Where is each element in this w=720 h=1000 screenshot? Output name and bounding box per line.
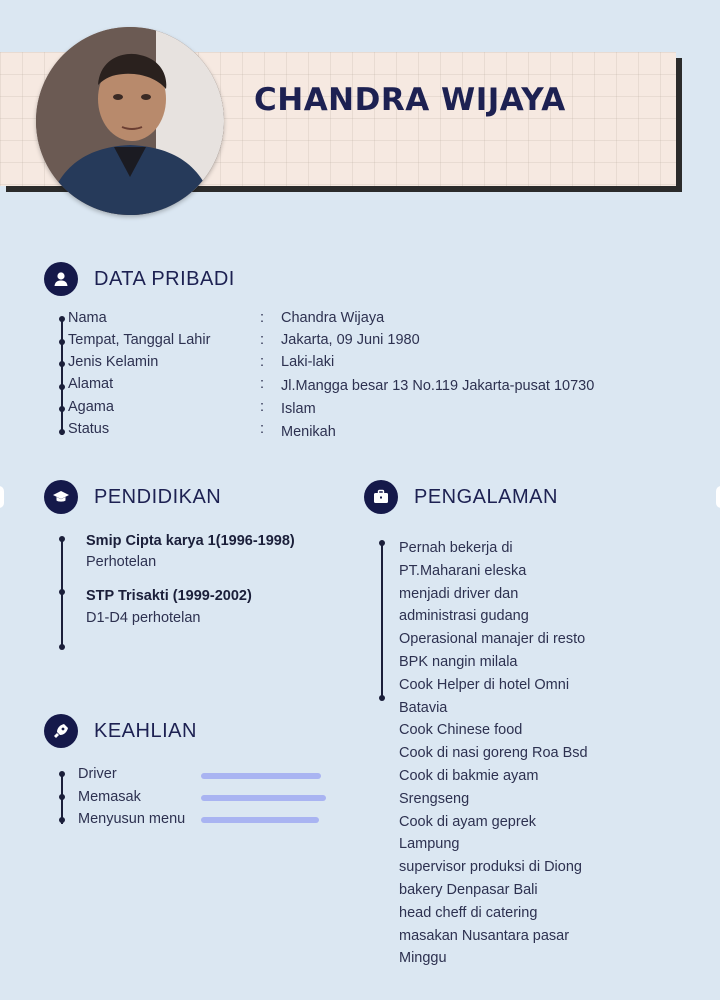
timeline-dot [59, 406, 65, 412]
education-major: Perhotelan [86, 554, 157, 570]
experience-line: menjadi driver dan [399, 585, 519, 602]
person-name: CHANDRA WIJAYA [254, 82, 566, 118]
experience-line: masakan Nusantara pasar [399, 927, 570, 944]
field-separator: : [260, 332, 265, 348]
field-value: Laki-laki [281, 354, 335, 370]
section-data-pribadi [44, 262, 235, 296]
field-separator: : [260, 376, 265, 392]
experience-line: Lampung [399, 836, 460, 853]
pengalaman-timeline [381, 542, 383, 698]
left-edge-marker [0, 486, 4, 508]
field-label: Tempat, Tanggal Lahir [68, 332, 211, 348]
field-value: Chandra Wijaya [281, 310, 385, 326]
timeline-dot [379, 540, 385, 546]
skill-name: Memasak [78, 789, 141, 805]
data-pribadi-timeline [61, 317, 63, 435]
pendidikan-title: PENDIDIKAN [94, 485, 222, 508]
data-pribadi-title: DATA PRIBADI [94, 267, 235, 290]
education-school: STP Trisakti (1999-2002) [86, 588, 252, 604]
timeline-dot [59, 536, 65, 542]
experience-line: Cook Helper di hotel Omni [399, 676, 570, 693]
skill-name: Menyusun menu [78, 811, 186, 827]
experience-line: Minggu [399, 950, 447, 967]
experience-line: Pernah bekerja di [399, 540, 513, 556]
briefcase-icon [364, 480, 398, 514]
timeline-dot [59, 361, 65, 367]
timeline-dot [59, 429, 65, 435]
experience-line: Cook di nasi goreng Roa Bsd [399, 745, 588, 762]
experience-line: bakery Denpasar Bali [399, 882, 538, 898]
timeline-dot [59, 589, 65, 595]
field-value: Jakarta, 09 Juni 1980 [281, 332, 420, 348]
skill-bar [201, 773, 321, 779]
timeline-dot [59, 339, 65, 345]
skill-bar [201, 817, 319, 823]
timeline-dot [59, 817, 65, 823]
skill-name: Driver [78, 766, 117, 782]
field-label: Status [68, 421, 110, 437]
field-separator: : [260, 421, 265, 437]
field-label: Agama [68, 399, 114, 415]
experience-line: Cook di bakmie ayam [399, 768, 539, 784]
experience-line: supervisor produksi di Diong [399, 859, 582, 876]
skill-bar [201, 795, 326, 801]
experience-line: head cheff di catering [399, 904, 538, 921]
field-value: Menikah [281, 424, 336, 440]
graduation-cap-icon [44, 480, 78, 514]
experience-line: Cook Chinese food [399, 722, 523, 739]
experience-line: Operasional manajer di resto [399, 631, 586, 648]
field-separator: : [260, 354, 265, 370]
field-value: Jl.Mangga besar 13 No.119 Jakarta-pusat 10730 [281, 378, 595, 394]
keahlian-title: KEAHLIAN [94, 719, 197, 742]
user-icon [44, 262, 78, 296]
experience-line: Cook di ayam geprek [399, 813, 537, 830]
profile-photo [36, 27, 224, 215]
section-pendidikan [44, 480, 221, 514]
education-school: Smip Cipta karya 1(1996-1998) [86, 533, 295, 549]
field-label: Jenis Kelamin [68, 354, 159, 370]
field-separator: : [260, 399, 265, 415]
experience-line: administrasi gudang [399, 608, 529, 625]
section-keahlian [44, 714, 197, 748]
field-value: Islam [281, 401, 316, 417]
timeline-dot [59, 794, 65, 800]
field-label: Alamat [68, 376, 114, 392]
education-major: D1-D4 perhotelan [86, 610, 201, 626]
experience-line: PT.Maharani eleska [399, 562, 527, 579]
timeline-dot [59, 771, 65, 777]
rocket-icon [44, 714, 78, 748]
field-label: Nama [68, 310, 107, 326]
right-edge-marker [716, 486, 720, 508]
experience-line: BPK nangin milala [399, 654, 518, 670]
timeline-dot [379, 695, 385, 701]
experience-line: Srengseng [399, 790, 470, 807]
timeline-dot [59, 316, 65, 322]
field-separator: : [260, 310, 265, 326]
pengalaman-title: PENGALAMAN [414, 485, 558, 508]
timeline-dot [59, 384, 65, 390]
experience-line: Batavia [399, 699, 448, 716]
timeline-dot [59, 644, 65, 650]
section-pengalaman [364, 480, 558, 514]
